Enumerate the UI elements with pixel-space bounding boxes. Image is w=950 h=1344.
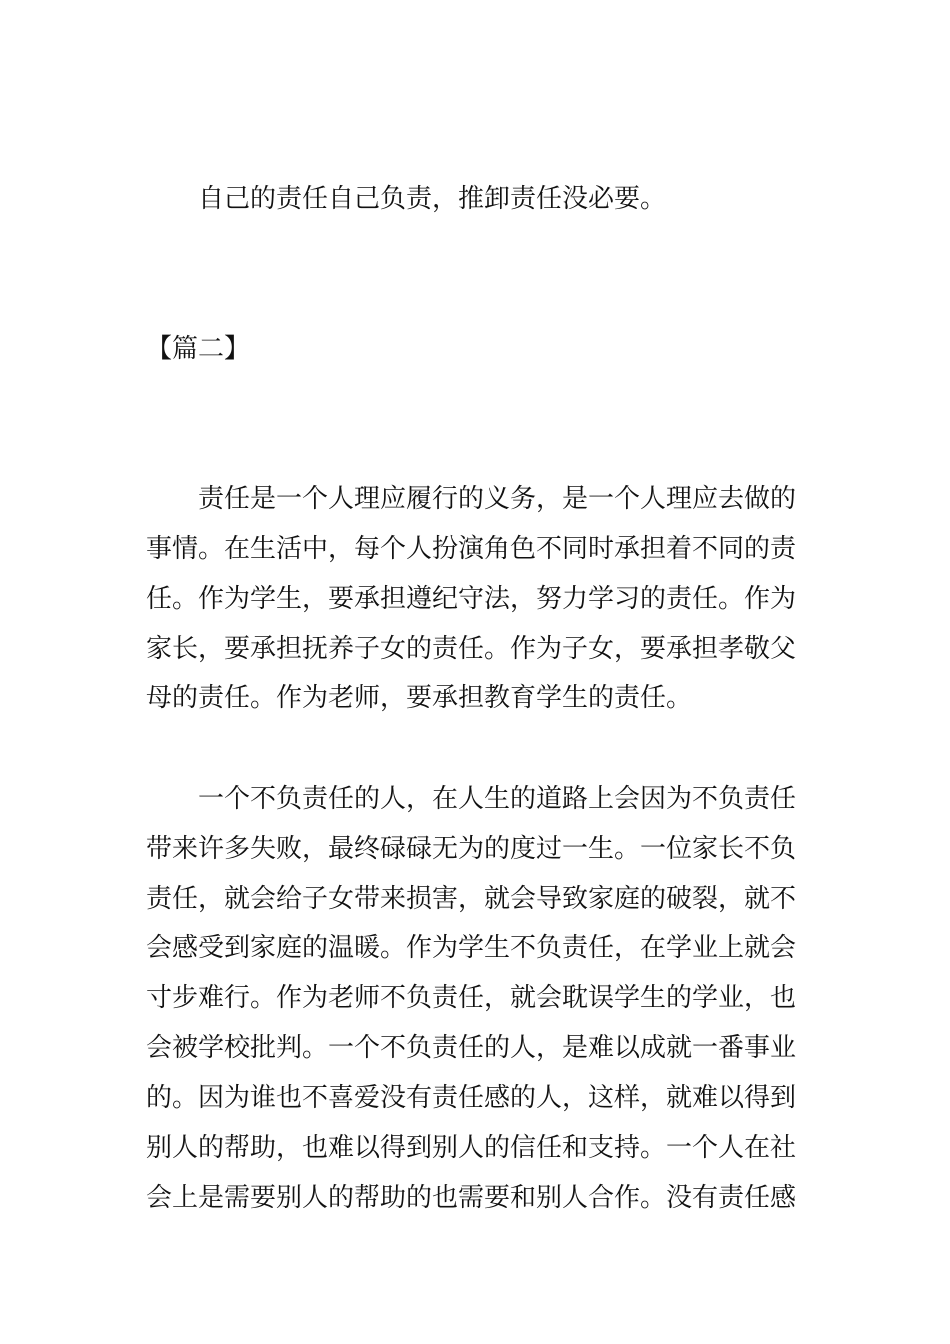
paragraph-line: 别人的帮助，也难以得到别人的信任和支持。一个人在社 (146, 1133, 797, 1163)
intro-sentence: 自己的责任自己负责，推卸责任没必要。 (198, 184, 667, 214)
paragraph-line: 事情。在生活中，每个人扮演角色不同时承担着不同的责 (146, 534, 797, 564)
paragraph-line: 寸步难行。作为老师不负责任，就会耽误学生的学业，也 (146, 983, 797, 1013)
paragraph-line: 家长，要承担抚养子女的责任。作为子女，要承担孝敬父 (146, 634, 797, 664)
paragraph-line: 任。作为学生，要承担遵纪守法，努力学习的责任。作为 (146, 584, 797, 614)
paragraph-line: 责任，就会给子女带来损害，就会导致家庭的破裂，就不 (146, 884, 797, 914)
section-heading: 【篇二】 (146, 334, 251, 364)
paragraph-line: 会被学校批判。一个不负责任的人，是难以成就一番事业 (146, 1033, 797, 1063)
paragraph-line: 带来许多失败，最终碌碌无为的度过一生。一位家长不负 (146, 834, 797, 864)
paragraph-line: 一个不负责任的人，在人生的道路上会因为不负责任 (198, 784, 797, 814)
paragraph-line: 会上是需要别人的帮助的也需要和别人合作。没有责任感 (146, 1183, 797, 1213)
paragraph-line: 责任是一个人理应履行的义务，是一个人理应去做的 (198, 484, 797, 514)
paragraph-line: 的。因为谁也不喜爱没有责任感的人，这样，就难以得到 (146, 1083, 797, 1113)
paragraph-line: 会感受到家庭的温暖。作为学生不负责任，在学业上就会 (146, 933, 797, 963)
paragraph-line: 母的责任。作为老师，要承担教育学生的责任。 (146, 683, 693, 713)
